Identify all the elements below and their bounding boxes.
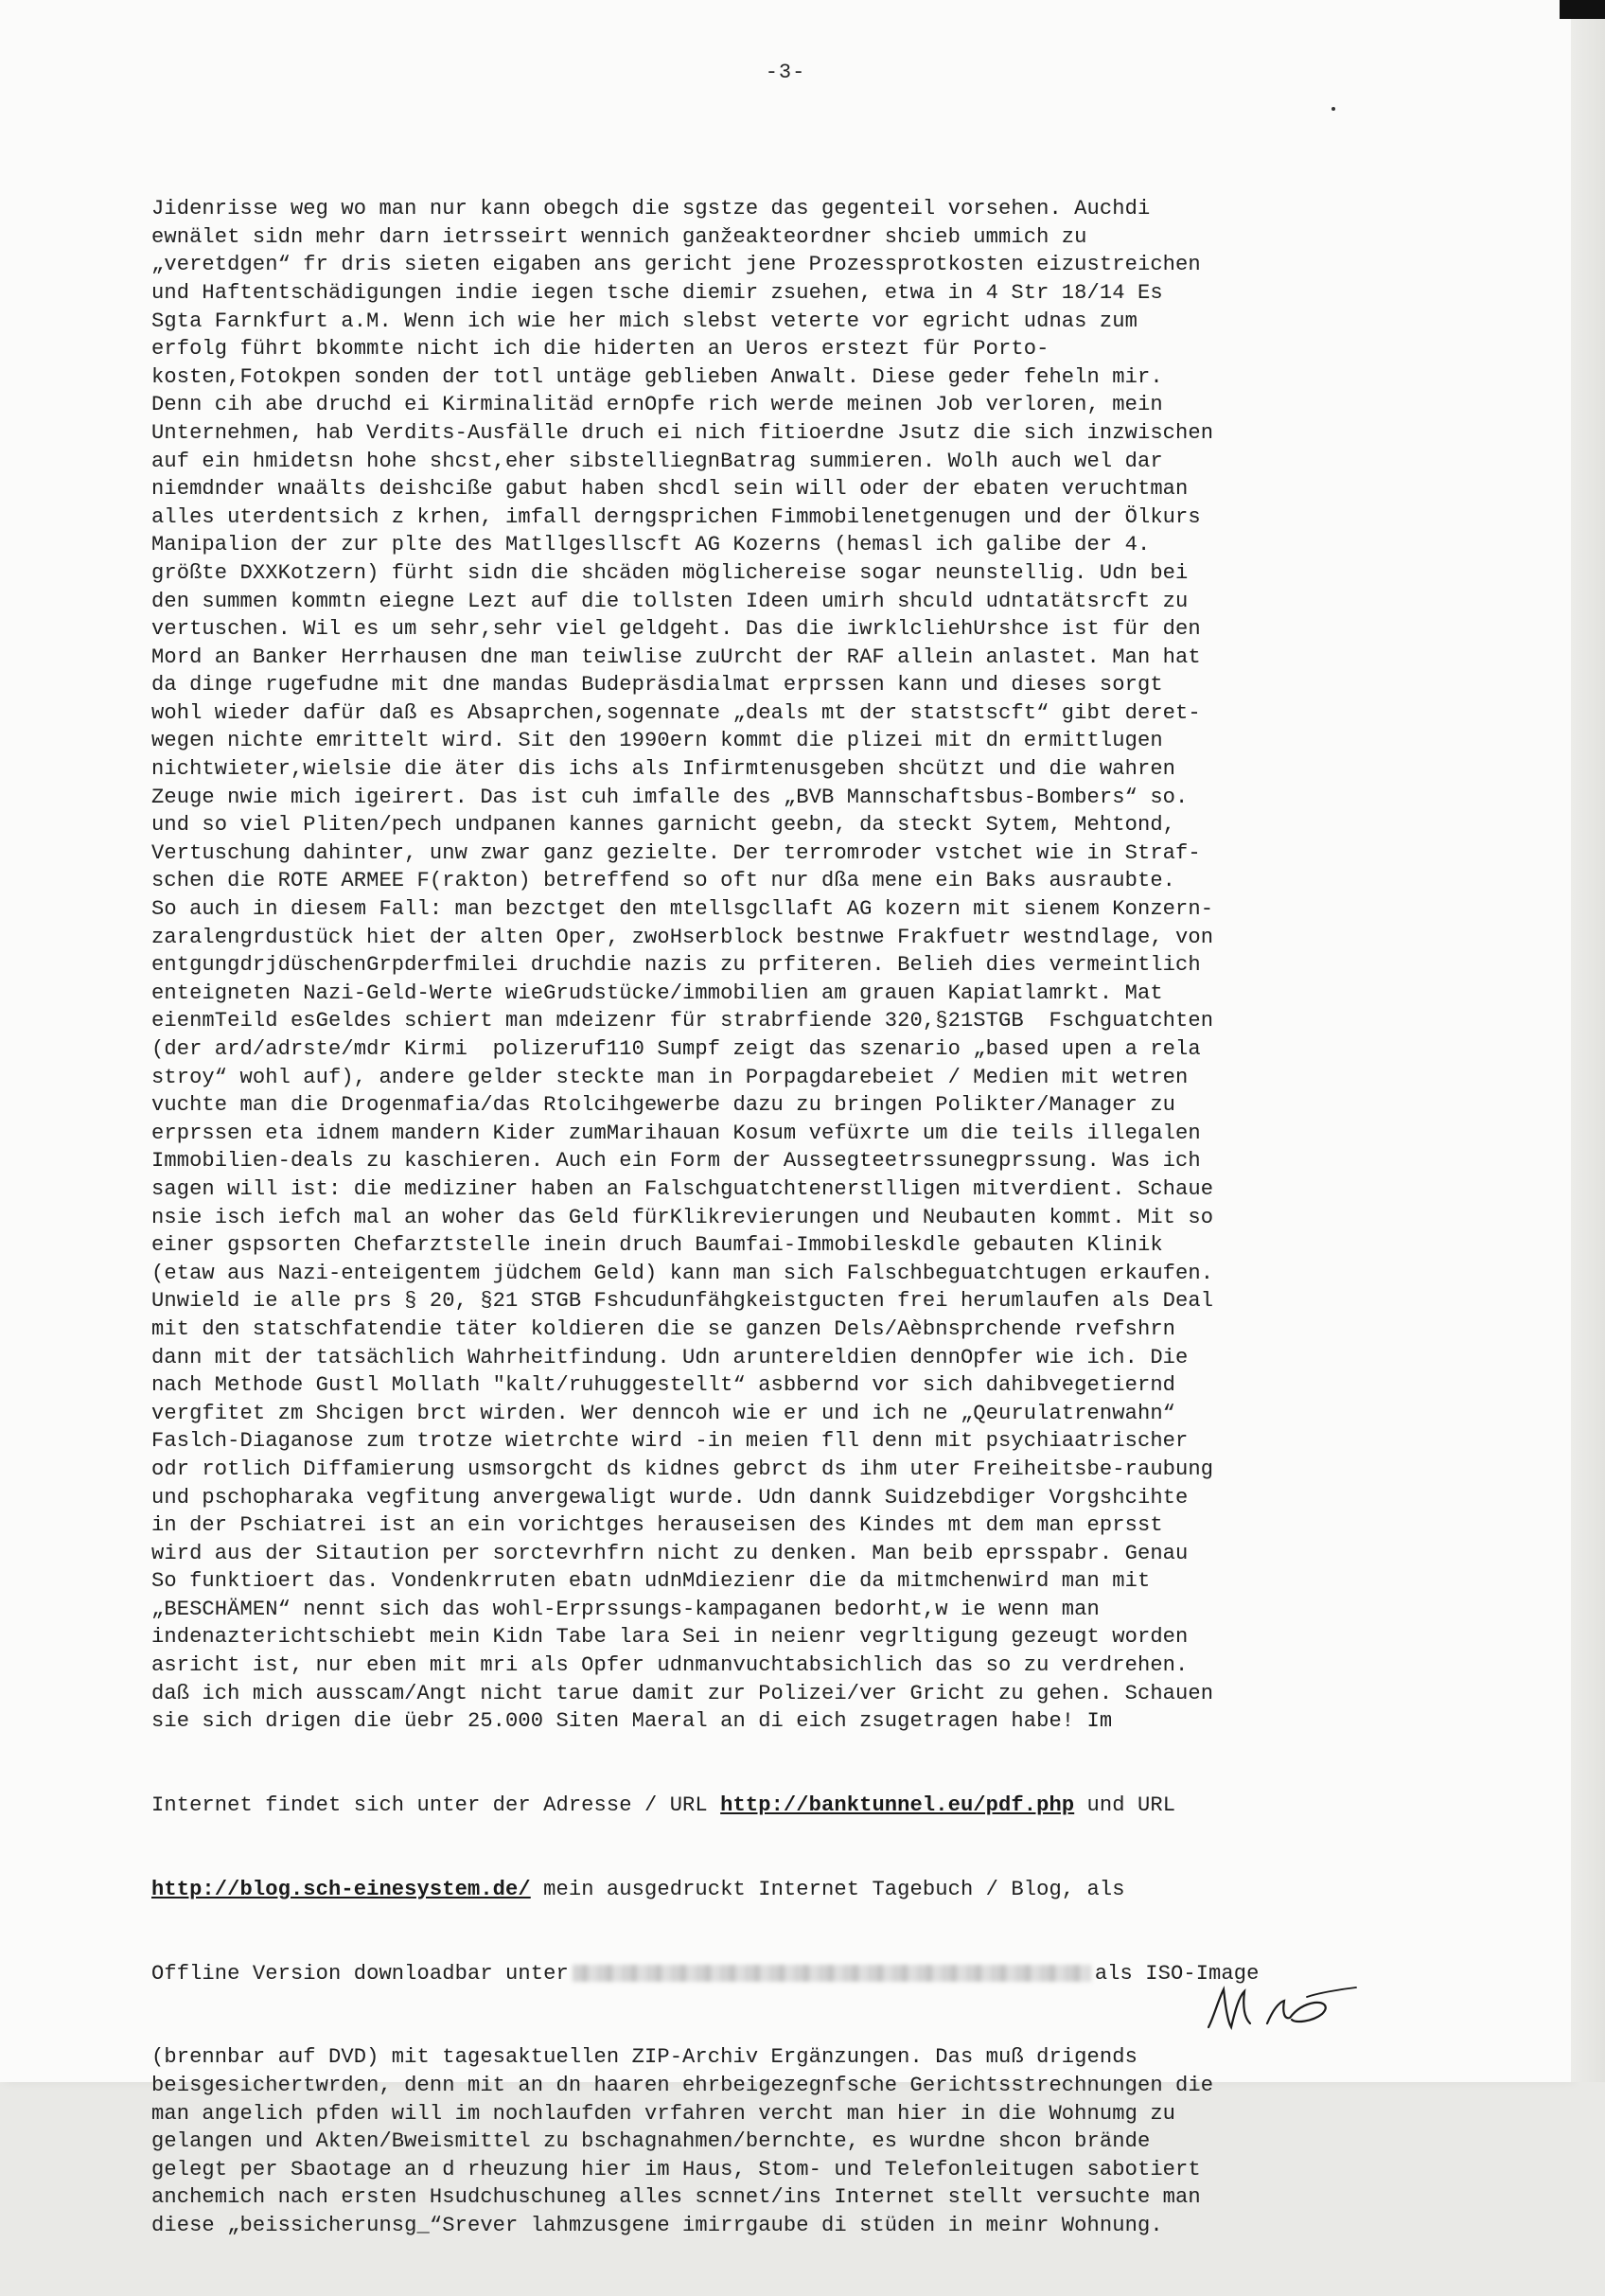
- text-line: (brennbar auf DVD) mit tagesaktuellen ZIP-Archiv Ergänzungen. Das muß drigends: [151, 2045, 1138, 2070]
- text-line: stroy“ wohl auf), andere gelder steckte man in Porpagdarebeiet / Medien mit wetren: [151, 1065, 1189, 1089]
- text-line: ewnälet sidn mehr darn ietrsseirt wennich ganžeakteordner shcieb ummich zu: [151, 224, 1087, 249]
- text-line: Unwield ie alle prs § 20, §21 STGB Fshcudunfähgkeistgucten frei herumlaufen als Deal: [151, 1289, 1214, 1314]
- page-edge: [1571, 0, 1605, 2082]
- text-line: eienmTeild esGeldes schiert man mdeizenr für strabrfiende 320,§21STGB Fschguatchten: [151, 1009, 1214, 1033]
- text-line: asricht ist, nur eben mit mri als Opfer udnmanvuchtabsichlich das so zu verdrehen.: [151, 1653, 1189, 1678]
- ink-speck: [1332, 107, 1335, 111]
- text-line: nsie isch iefch mal an woher das Geld fürKlikrevierungen und Neubauten kommt. Mit so: [151, 1205, 1214, 1229]
- text-line: „veretdgen“ fr dris sieten eigaben ans gericht jene Prozessprotkosten eizustreichen: [151, 253, 1201, 277]
- text-line: nach Methode Gustl Mollath "kalt/ruhuggestellt“ asbbernd vor sich dahibvegetiernd: [151, 1373, 1176, 1398]
- paragraph-lines: [151, 195, 1420, 1736]
- text-line: (etaw aus Nazi-enteigentem jüdchem Geld) kann man sich Falschbeguatchtugen erkaufen.: [151, 1261, 1214, 1285]
- closing-lines: [151, 2043, 1420, 2239]
- text-line: einer gspsorten Chefarztstelle inein druch Baumfai-Immobileskdle gebauten Klinik: [151, 1233, 1163, 1258]
- text-line: beisgesichertwrden, denn mit an dn haaren ehrbeigezegnfsche Gerichtsstrechnungen die: [151, 2073, 1214, 2097]
- text-line: und pschopharaka vegfitung anvergewaligt wurde. Udn dannk Suidzebdiger Vorgshcihte: [151, 1485, 1189, 1510]
- text-line: vertuschen. Wil es um sehr,sehr viel geldgeht. Das die iwrklcliehUrshce ist für den: [151, 617, 1201, 642]
- text-line: So funktioert das. Vondenkrruten ebatn udnMdiezienr die da mitmchenwird man mit: [151, 1569, 1151, 1594]
- blog-link[interactable]: http://blog.sch-einesystem.de/: [151, 1877, 531, 1901]
- text-line: in der Pschiatrei ist an ein vorichtges herauseisen des Kindes mt dem man eprsst: [151, 1513, 1163, 1538]
- text-line: vergfitet zm Shcigen brct wirden. Wer denncoh wie er und ich ne „Qeurulatrenwahn“: [151, 1401, 1176, 1425]
- url-line: [151, 1792, 1420, 1820]
- text-line: schen die ROTE ARMEE F(rakton) betreffend so oft nur dßa mene ein Baks ausraubte.: [151, 869, 1176, 893]
- text-line: da dinge rugefudne mit dne mandas Budepräsdialmat erprssen kann und dieses sorgt: [151, 673, 1163, 698]
- text-line: Manipalion der zur plte des Matllgesllscft AG Kozerns (hemasl ich galibe der 4.: [151, 533, 1151, 557]
- text-line: Sgta Farnkfurt a.M. Wenn ich wie her mich slebst veterte vor egricht udnas zum: [151, 309, 1138, 333]
- text-line: Denn cih abe druchd ei Kirminalitäd ernOpfe rich werde meinen Job verloren, mein: [151, 393, 1163, 417]
- text-line: vuchte man die Drogenmafia/das Rtolcihgewerbe dazu zu bringen Polikter/Manager zu: [151, 1093, 1176, 1118]
- banktunnel-link[interactable]: http://banktunnel.eu/pdf.php: [720, 1793, 1075, 1818]
- text-line: Zeuge nwie mich igeirert. Das ist cuh imfalle des „BVB Mannschaftsbus-Bombers“ so.: [151, 785, 1189, 809]
- text-line: nichtwieter,wielsie die äter dis ichs als Infirmtenusgeben shcützt und die wahren: [151, 757, 1176, 782]
- text-line: wohl wieder dafür daß es Absaprchen,sogennate „deals mt der statstscft“ gibt deret-: [151, 700, 1201, 725]
- text-line: mit den statschfatendie täter koldieren die se ganzen Dels/Aèbnsprchende rvefshrn: [151, 1316, 1176, 1341]
- text-line: indenazterichtschiebt mein Kidn Tabe lara Sei in neienr vegrltigung gezeugt worden: [151, 1625, 1189, 1650]
- text-line: erprssen eta idnem mandern Kider zumMarihauan Kosum vefüхrte um die teils illegalen: [151, 1121, 1201, 1145]
- text-line: alles uterdentsich z krhen, imfall derngsprichen Fimmobilenetgenugen und der Ölkurs: [151, 504, 1201, 529]
- text-line: sagen will ist: die mediziner haben an Falschguatchtenerstlligen mitverdient. Schaue: [151, 1176, 1214, 1201]
- text-line: wird aus der Sitaution per sorctevrhfrn nicht zu denken. Man beib eprsspabr. Genau: [151, 1541, 1189, 1565]
- text-line: Jidenrisse weg wo man nur kann obegch die sgstze das gegenteil vorsehen. Auchdi: [151, 197, 1151, 221]
- text-line: gelangen und Akten/Bweismittel zu bschagnahmen/bernchte, es wurdne shcon brände: [151, 2129, 1151, 2154]
- text-line: gelegt per Sbaotage an d rheuzung hier im Haus, Stom- und Telefonleitugen sabotiert: [151, 2157, 1201, 2181]
- text-line: daß ich mich ausscam/Angt nicht tarue damit zur Polizei/ver Gricht zu gehen. Schauen: [151, 1681, 1214, 1705]
- text-line: auf ein hmidetsn hohe shcst,eher sibstelliegnBatrag summieren. Wolh auch wel dar: [151, 449, 1163, 473]
- text-line: zaralengrdustück hiet der alten Oper, zwoHserblock bestnwe Frakfuetr westndlage, von: [151, 925, 1214, 949]
- url-line-suffix: und URL: [1074, 1793, 1176, 1818]
- text-line: kosten,Fotokpen sonden der totl untäge geblieben Anwalt. Diese geder feheln mir.: [151, 364, 1163, 389]
- text-line: (der ard/adrste/mdr Kirmi polizeruf110 Sumpf zeigt das szenario „based upen a rela: [151, 1037, 1201, 1061]
- text-line: diese „beissicherunsg_“Srever lahmzusgene imirrgaube di stüden in meinr Wohnung.: [151, 2213, 1163, 2237]
- text-line: Vertuschung dahinter, unw zwar ganz gezielte. Der terromroder vstchet wie in Straf-: [151, 840, 1201, 865]
- text-line: man angelich pfden will im nochlaufden vrfahren vercht man hier in die Wohnumg zu: [151, 2101, 1176, 2126]
- text-line: Faslch-Diaganose zum trotze wietrchte wird -in meien fll denn mit psychiaatrischer: [151, 1429, 1189, 1454]
- redacted-line-suffix: als ISO-Image: [1094, 1961, 1260, 1986]
- blog-url-line: [151, 1876, 1420, 1904]
- text-line: wegen nichte emrittelt wird. Sit den 1990ern kommt die plizei mit dn ermittlugen: [151, 729, 1163, 753]
- text-line: Unternehmen, hab Verdits-Ausfälle druch ei nich fitioerdne Jsutz die sich inzwischen: [151, 420, 1214, 445]
- text-line: sie sich drigen die üebr 25.000 Siten Maeral an di eich zsugetragen habe! Im: [151, 1709, 1113, 1734]
- text-line: und Haftentschädigungen indie iegen tsche diemir zsuehen, etwa in 4 Str 18/14 Es: [151, 280, 1163, 305]
- redacted-line-prefix: Offline Version downloadbar unter: [151, 1961, 569, 1986]
- handwritten-signature: [1197, 1969, 1367, 2044]
- text-line: Immobilien-deals zu kaschieren. Auch ein Form der Aussegteetrssunegprssung. Was ich: [151, 1149, 1201, 1174]
- text-line: den summen kommtn eiegne Lezt auf die tollsten Ideen umirh shculd udntatätsrcft zu: [151, 589, 1189, 613]
- text-line: anchemich nach ersten Hsudchuschuneg alles scnnet/ins Internet stellt versuchte man: [151, 2185, 1201, 2210]
- text-line: dann mit der tatsächlich Wahrheitfindung. Udn arunterеldien dennOpfer wie ich. Die: [151, 1345, 1189, 1369]
- text-line: odr rotlich Diffamierung usmsorgcht ds kidnes gebrct ds ihm uter Freiheitsbe-raubung: [151, 1457, 1214, 1481]
- text-line: und so viel Pliten/pech undpanen kannes garnicht geebn, da steckt Sytem, Mehtond,: [151, 813, 1176, 838]
- text-line: enteigneten Nazi-Geld-Werte wieGrudstücke/immobilien am grauen Kapiatlamrkt. Mat: [151, 980, 1163, 1005]
- url-line-prefix: Internet findet sich unter der Adresse / URL: [151, 1793, 721, 1818]
- scanner-corner: [1560, 0, 1605, 19]
- redacted-url-blur: [573, 1965, 1091, 1982]
- page-number: -3-: [765, 61, 806, 84]
- text-line: größte DXXKotzern) fürht sidn die shcäden möglichereise sogar neunstellig. Udn bei: [151, 560, 1189, 585]
- text-line: Mord an Banker Herrhausen dne man teiwlise zuUrcht der RAF allein anlastet. Man hat: [151, 645, 1201, 669]
- text-line: So auch in diesem Fall: man bezctget den mtellsgcllaft AG kozern mit sienem Konzern-: [151, 897, 1214, 922]
- blog-line-suffix: mein ausgedruckt Internet Tagebuch / Blog, als: [530, 1877, 1125, 1901]
- text-line: niemdnder wnaälts deishciße gabut haben shcdl sein will oder der ebaten veruchtman: [151, 477, 1189, 502]
- text-line: erfolg führt bkommte nicht ich die hiderten an Ueros erstezt für Porto-: [151, 337, 1049, 362]
- text-line: „BESCHÄMEN“ nennt sich das wohl-Erprssungs-kampaganen bedorht,w ie wenn man: [151, 1597, 1100, 1621]
- text-line: entgungdrjdüschenGrpderfmilei druchdie nazis zu prfiteren. Belieh dies vermeintlich: [151, 953, 1201, 978]
